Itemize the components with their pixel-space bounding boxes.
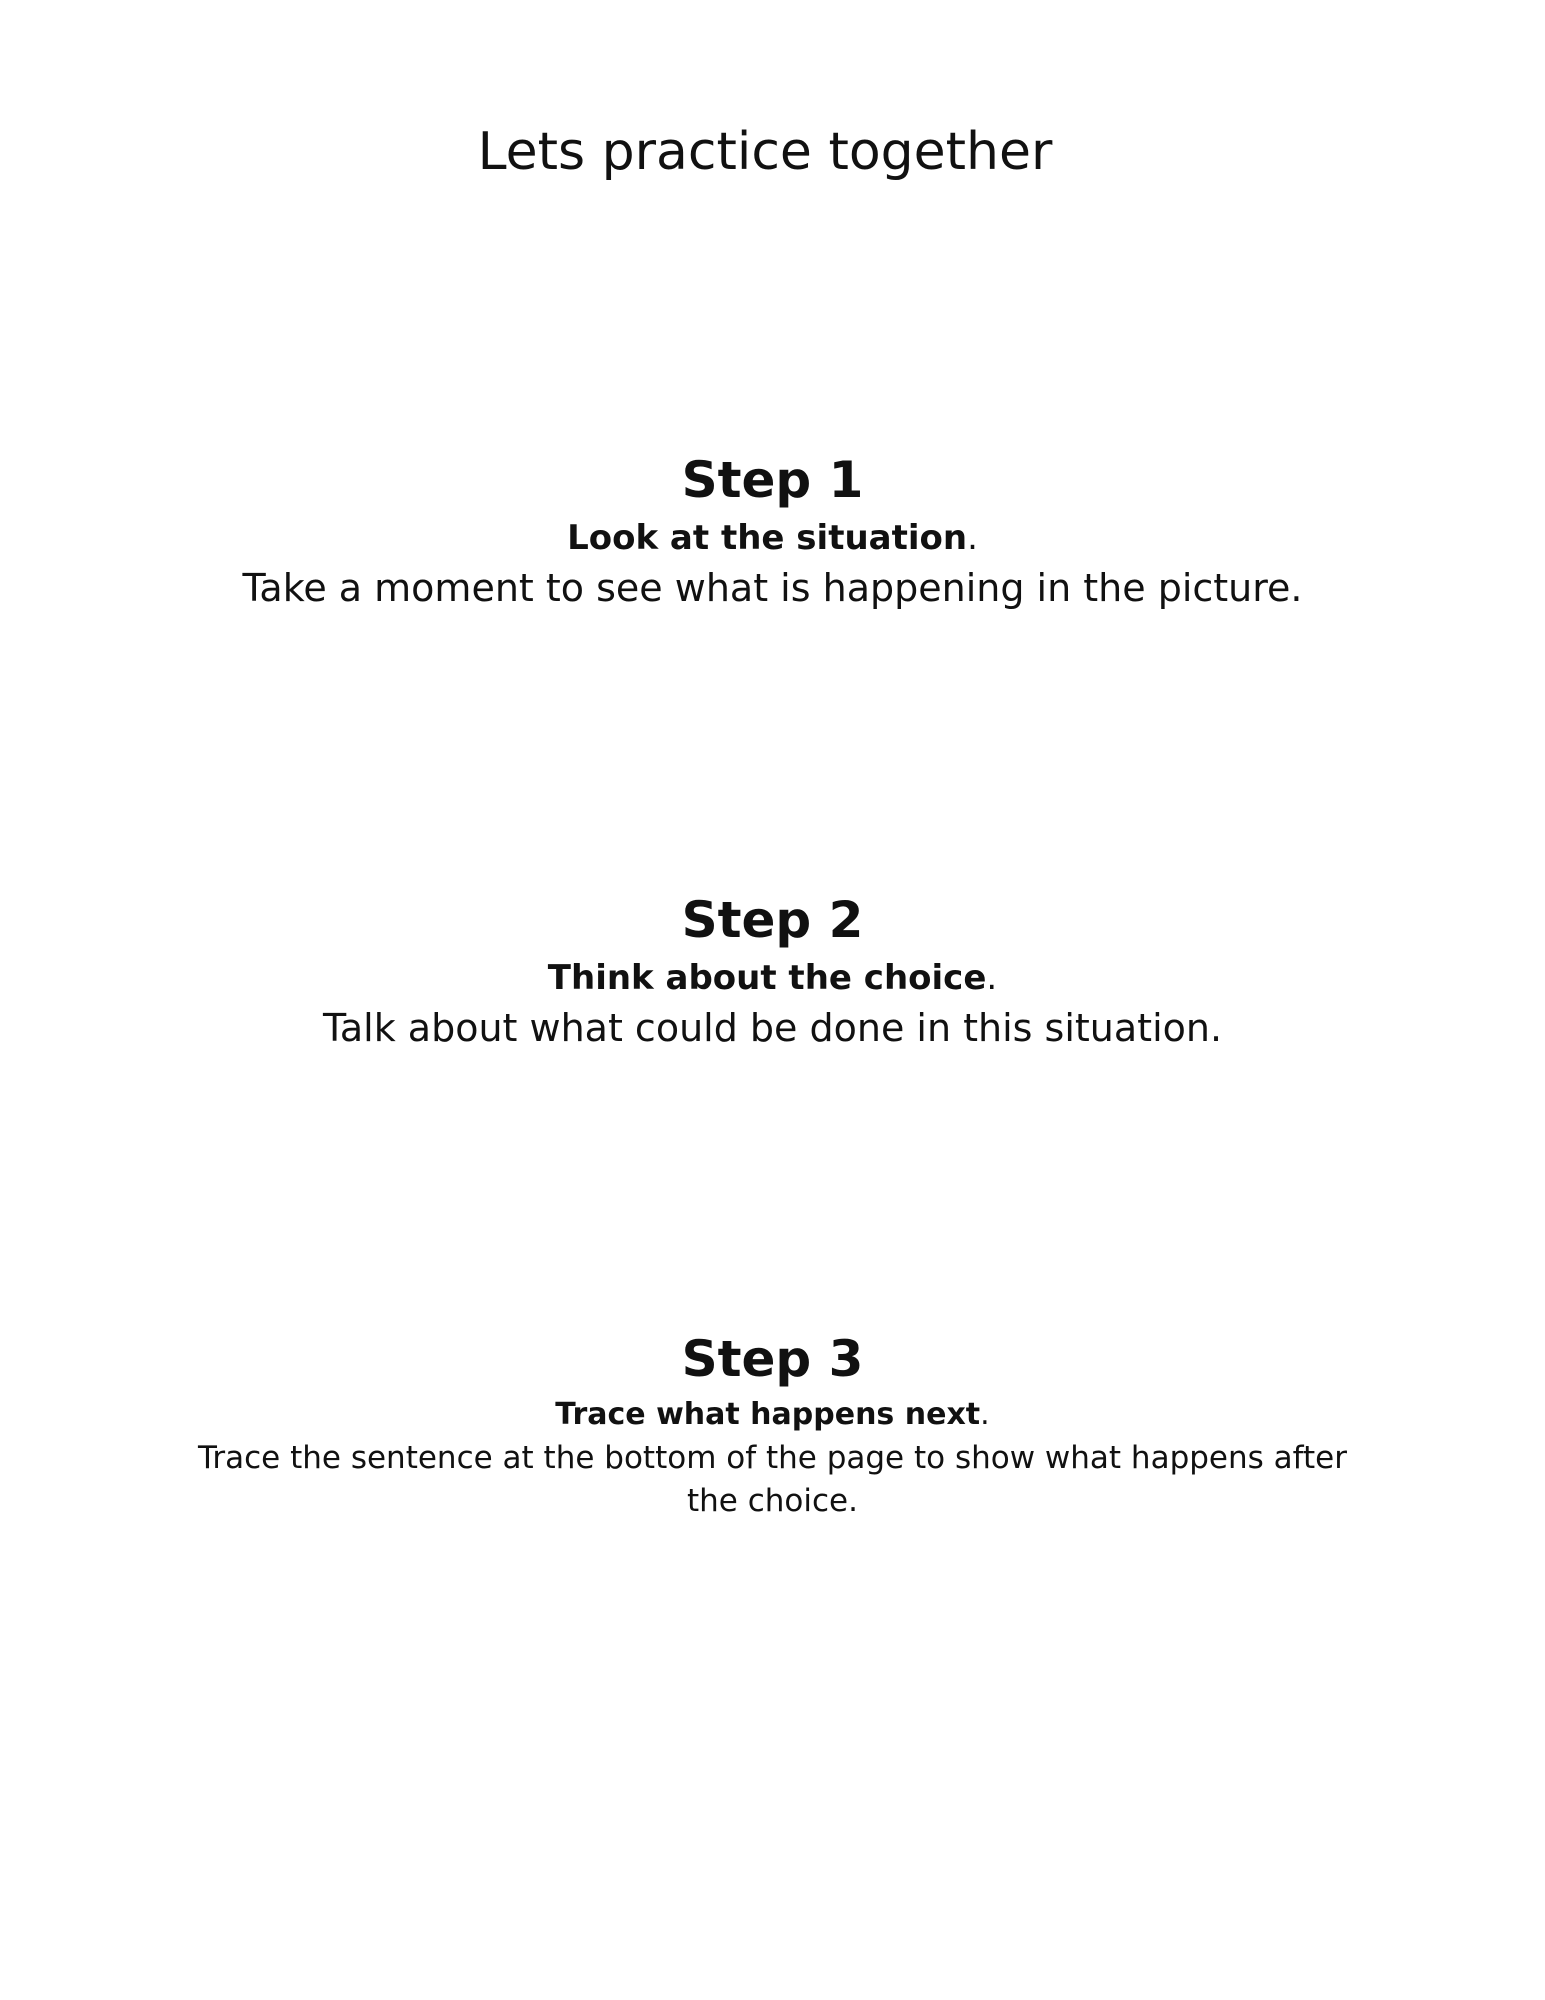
step-instruction-end: .: [986, 957, 998, 998]
step-instruction-bold: Think about the choice: [547, 957, 987, 998]
step-instruction-end: .: [967, 517, 978, 558]
step-instruction-bold: Trace what happens next: [555, 1396, 981, 1432]
step-heading: Step 3: [681, 1330, 864, 1388]
step-instruction: [0, 1395, 1545, 1436]
step-2: [0, 892, 1545, 1055]
step-instruction-bold: Look at the situation: [567, 517, 968, 558]
step-heading: Step 2: [681, 891, 864, 949]
step-heading: Step 1: [681, 451, 864, 509]
page-title: Lets practice together: [477, 121, 1053, 182]
step-1: [0, 452, 1545, 615]
step-3: [0, 1331, 1545, 1523]
step-instruction: [0, 956, 1545, 1002]
step-instruction: [0, 516, 1545, 562]
step-detail: Talk about what could be done in this situation.: [322, 1006, 1223, 1051]
step-instruction-end: .: [980, 1396, 990, 1432]
step-detail: Trace the sentence at the bottom of the page to show what happens after the choice.: [198, 1440, 1347, 1519]
step-detail: Take a moment to see what is happening in the picture.: [242, 566, 1303, 611]
